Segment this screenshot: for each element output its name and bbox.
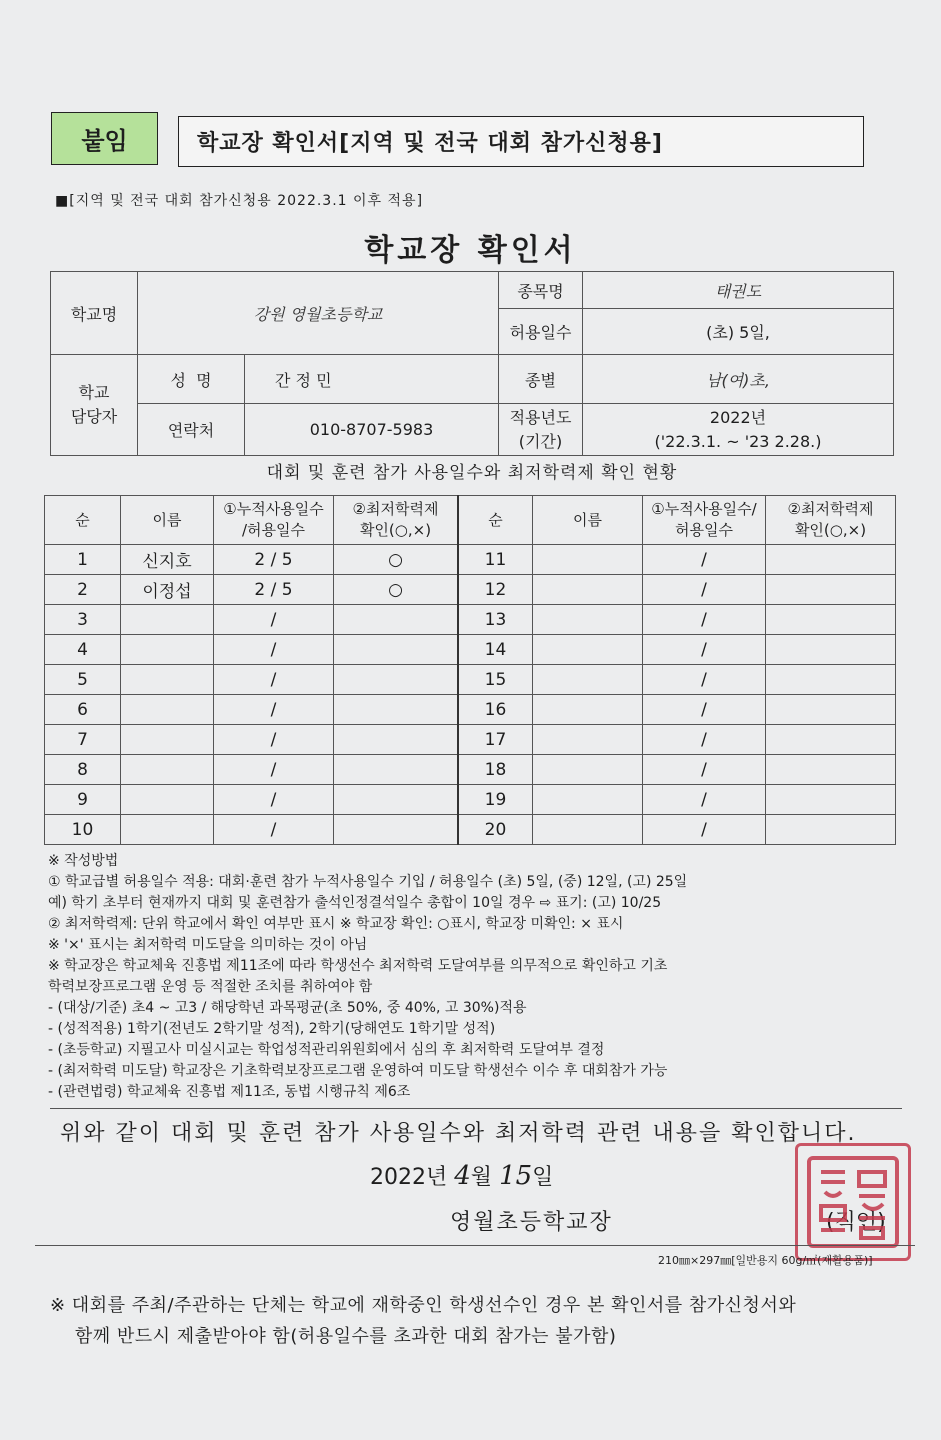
row-no: 17 (458, 725, 533, 755)
row-check (766, 695, 896, 725)
row-name (121, 785, 214, 815)
principal-name: 영월초등학교장 (450, 1210, 613, 1235)
row-check (334, 605, 459, 635)
seal-glyph-icon (803, 1152, 903, 1252)
header-check-right: ②최저학력제 확인(○,×) (766, 496, 896, 545)
row-no: 9 (45, 785, 121, 815)
row-no: 13 (458, 605, 533, 635)
header-name: 이름 (121, 496, 214, 545)
row-name (121, 635, 214, 665)
divider (35, 1245, 915, 1246)
row-days: / (643, 695, 766, 725)
guide-line: - (대상/기준) 초4 ~ 고3 / 해당학년 과목평균(초 50%, 중 40%, 고 30%)적용 (48, 1000, 527, 1016)
paper-spec: 210㎜×297㎜[일반용지 60g/㎡(재활용품)] (658, 1254, 873, 1267)
row-days: / (214, 635, 334, 665)
row-days: / (643, 545, 766, 575)
issue-date (370, 1160, 553, 1191)
table-row (45, 575, 896, 605)
contact-label: 연락처 (138, 404, 245, 456)
row-check (334, 785, 459, 815)
row-no: 4 (45, 635, 121, 665)
row-no: 5 (45, 665, 121, 695)
row-no: 16 (458, 695, 533, 725)
row-name (121, 725, 214, 755)
row-name (533, 755, 643, 785)
table-row (45, 725, 896, 755)
footer-note (50, 1290, 796, 1352)
row-no: 7 (45, 725, 121, 755)
row-no: 1 (45, 545, 121, 575)
row-no: 14 (458, 635, 533, 665)
usage-section-title: 대회 및 훈련 참가 사용일수와 최저학력제 확인 현황 (266, 463, 678, 483)
type-label: 종별 (499, 355, 583, 404)
attachment-tag: 붙임 (51, 112, 158, 165)
row-days: / (643, 665, 766, 695)
name-value: 간 정 민 (245, 355, 499, 404)
year-value: 2022년 (709, 407, 767, 427)
row-days: / (643, 815, 766, 845)
row-days: / (643, 725, 766, 755)
table-row (45, 545, 896, 575)
row-check (766, 815, 896, 845)
writing-guide (48, 851, 908, 1103)
row-no: 8 (45, 755, 121, 785)
row-no: 11 (458, 545, 533, 575)
row-name (121, 695, 214, 725)
divider (50, 1108, 902, 1109)
guide-line: ※ '×' 표시는 최저학력 미도달을 의미하는 것이 아님 (48, 937, 368, 953)
header-no-right: 순 (458, 496, 533, 545)
row-name (533, 545, 643, 575)
row-check (334, 665, 459, 695)
row-no: 2 (45, 575, 121, 605)
row-name (121, 815, 214, 845)
guide-line: - (최저학력 미도달) 학교장은 기초학력보장프로그램 운영하여 미도달 학생선수 이수 후 대회참가 가능 (48, 1063, 668, 1079)
row-check (766, 635, 896, 665)
row-days: / (214, 815, 334, 845)
row-name: 신지호 (121, 545, 214, 575)
guide-line: - (초등학교) 지필고사 미실시교는 학업성적관리위원회에서 심의 후 최저학력 도달여부 결정 (48, 1042, 605, 1058)
row-no: 12 (458, 575, 533, 605)
row-no: 15 (458, 665, 533, 695)
row-no: 18 (458, 755, 533, 785)
manager-label: 학교 담당자 (51, 355, 138, 456)
table-row (45, 785, 896, 815)
guide-line: - (관련법령) 학교체육 진흥법 제11조, 동법 시행규칙 제6조 (48, 1084, 411, 1100)
header-no: 순 (45, 496, 121, 545)
row-days: / (214, 785, 334, 815)
guide-line: 예) 학기 초부터 현재까지 대회 및 훈련참가 출석인정결석일수 총합이 10일 경우 ⇨ 표기: (고) 10/25 (48, 895, 662, 911)
year-cell (583, 404, 894, 456)
row-name (121, 605, 214, 635)
row-days: 2 / 5 (214, 545, 334, 575)
contact-value: 010-8707-5983 (245, 404, 499, 456)
row-check (334, 695, 459, 725)
confirm-statement: 위와 같이 대회 및 훈련 참가 사용일수와 최저학력 관련 내용을 확인합니다. (60, 1121, 857, 1146)
table-row (45, 755, 896, 785)
guide-line: ② 최저학력제: 단위 학교에서 확인 여부만 표시 ※ 학교장 확인: ○표시, 학교장 미확인: × 표시 (48, 916, 624, 932)
allowed-days-label: 허용일수 (499, 309, 583, 355)
date-year: 2022년 (370, 1165, 448, 1190)
row-name: 이정섭 (121, 575, 214, 605)
row-no: 10 (45, 815, 121, 845)
footer-line: 함께 반드시 제출받아야 함(허용일수를 초과한 대회 참가는 불가함) (50, 1326, 617, 1347)
row-name (533, 665, 643, 695)
info-table (50, 271, 894, 456)
date-month-unit: 월 (470, 1165, 493, 1190)
row-days: / (214, 695, 334, 725)
footer-line: ※ 대회를 주최/주관하는 단체는 학교에 재학중인 학생선수인 경우 본 확인서를 참가신청서와 (50, 1295, 797, 1316)
row-check (766, 605, 896, 635)
row-name (121, 755, 214, 785)
header-days-right: ①누적사용일수/ 허용일수 (643, 496, 766, 545)
row-check (334, 755, 459, 785)
school-label: 학교명 (51, 272, 138, 355)
official-seal-stamp (795, 1143, 911, 1261)
row-check (766, 575, 896, 605)
name-label: 성 명 (138, 355, 245, 404)
year-label: 적용년도 (기간) (499, 404, 583, 456)
row-check (766, 785, 896, 815)
row-days: 2 / 5 (214, 575, 334, 605)
row-days: / (643, 785, 766, 815)
row-name (533, 815, 643, 845)
row-check (766, 755, 896, 785)
document-title: 학교장 확인서 (364, 233, 577, 268)
type-value: 남(여)초, (583, 355, 894, 404)
row-days: / (214, 605, 334, 635)
row-days: / (214, 725, 334, 755)
scope-note: ■[지역 및 전국 대회 참가신청용 2022.3.1 이후 적용] (55, 193, 424, 209)
table-row (45, 815, 896, 845)
row-name (533, 785, 643, 815)
date-month: 4 (454, 1161, 471, 1191)
header-name-right: 이름 (533, 496, 643, 545)
table-row (45, 635, 896, 665)
row-check (334, 725, 459, 755)
row-check (766, 725, 896, 755)
guide-line: - (성적적용) 1학기(전년도 2학기말 성적), 2학기(당해연도 1학기말 성적) (48, 1021, 496, 1037)
row-days: / (643, 605, 766, 635)
row-days: / (643, 755, 766, 785)
row-check (766, 545, 896, 575)
table-row (45, 695, 896, 725)
row-check (334, 635, 459, 665)
school-value: 강원 영월초등학교 (138, 272, 499, 355)
row-days: / (214, 755, 334, 785)
row-name (121, 665, 214, 695)
guide-line: ※ 작성방법 (48, 853, 119, 869)
row-no: 19 (458, 785, 533, 815)
header-title: 학교장 확인서[지역 및 전국 대회 참가신청용] (178, 116, 864, 167)
row-name (533, 695, 643, 725)
period-value: ('22.3.1. ~ '23 2.28.) (654, 431, 822, 451)
guide-line: 학력보장프로그램 운영 등 적절한 조치를 취하여야 함 (48, 979, 373, 995)
guide-line: ※ 학교장은 학교체육 진흥법 제11조에 따라 학생선수 최저학력 도달여부를 의무적으로 확인하고 기초 (48, 958, 668, 974)
header-days: ①누적사용일수 /허용일수 (214, 496, 334, 545)
row-name (533, 605, 643, 635)
row-days: / (214, 665, 334, 695)
row-days: / (643, 635, 766, 665)
table-row (45, 665, 896, 695)
event-value: 태권도 (583, 272, 894, 309)
row-check (334, 815, 459, 845)
row-days: / (643, 575, 766, 605)
allowed-days-value: (초) 5일, (583, 309, 894, 355)
row-no: 20 (458, 815, 533, 845)
row-check: ○ (334, 545, 459, 575)
usage-table (44, 495, 896, 845)
date-day: 15 (499, 1161, 533, 1191)
row-no: 6 (45, 695, 121, 725)
table-row (45, 605, 896, 635)
seal-label: (직인) (826, 1210, 886, 1235)
date-day-unit: 일 (532, 1165, 554, 1190)
row-name (533, 575, 643, 605)
header-check: ②최저학력제 확인(○,×) (334, 496, 459, 545)
row-name (533, 635, 643, 665)
row-check: ○ (334, 575, 459, 605)
event-label: 종목명 (499, 272, 583, 309)
guide-line: ① 학교급별 허용일수 적용: 대회·훈련 참가 누적사용일수 기입 / 허용일수 (초) 5일, (중) 12일, (고) 25일 (48, 874, 688, 890)
row-check (766, 665, 896, 695)
row-name (533, 725, 643, 755)
row-no: 3 (45, 605, 121, 635)
